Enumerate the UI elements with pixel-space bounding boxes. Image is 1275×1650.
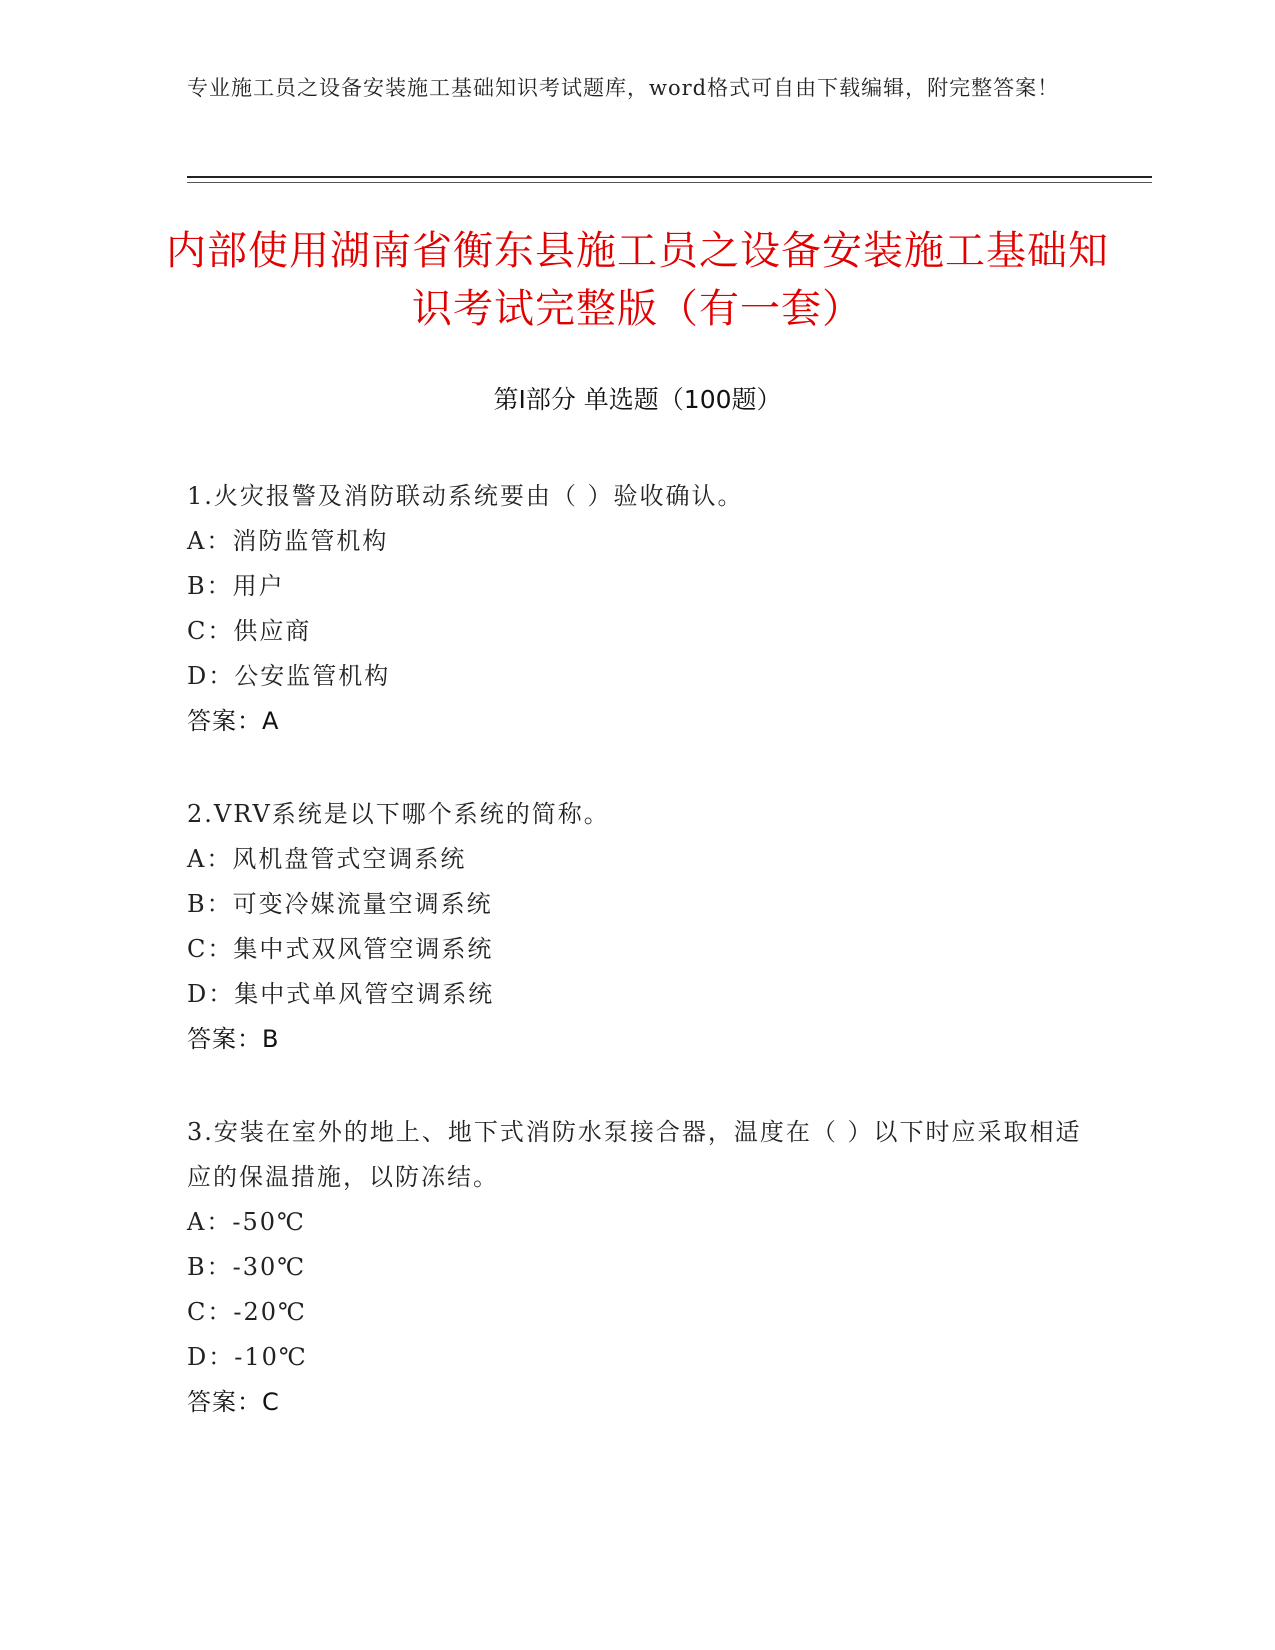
section-heading: 第Ⅰ部分 单选题（100题）: [493, 385, 782, 414]
header-note: 专业施工员之设备安装施工基础知识考试题库，word格式可自由下载编辑，附完整答案！: [187, 76, 1060, 100]
question-block: [187, 1110, 1087, 1425]
option-b: B：可变冷媒流量空调系统: [187, 890, 493, 918]
option-b: B：-30℃: [187, 1253, 307, 1281]
option-d: D：公安监管机构: [187, 662, 391, 690]
option-c: C：供应商: [187, 617, 312, 645]
answer-line: 答案：A: [187, 707, 280, 735]
header-divider-thin: [187, 182, 1152, 183]
question-block: [187, 474, 1087, 744]
option-d: D：-10℃: [187, 1343, 308, 1371]
option-a: A：-50℃: [187, 1208, 306, 1236]
option-a: A：风机盘管式空调系统: [187, 845, 467, 873]
option-b: B：用户: [187, 572, 285, 600]
document-title: 内部使用湖南省衡东县施工员之设备安装施工基础知识考试完整版（有一套）: [166, 228, 1109, 332]
answer-line: 答案：B: [187, 1025, 280, 1053]
option-d: D：集中式单风管空调系统: [187, 980, 495, 1008]
option-c: C：集中式双风管空调系统: [187, 935, 494, 963]
question-block: [187, 792, 1087, 1062]
question-stem: 3.安装在室外的地上、地下式消防水泵接合器，温度在（ ）以下时应采取相适应的保温措施，以防冻结。: [187, 1118, 1082, 1191]
option-c: C：-20℃: [187, 1298, 307, 1326]
question-stem: 2.VRV系统是以下哪个系统的简称。: [187, 800, 610, 828]
header-divider-thick: [187, 176, 1152, 178]
question-stem: 1.火灾报警及消防联动系统要由（ ）验收确认。: [187, 482, 744, 510]
answer-line: 答案：C: [187, 1388, 280, 1416]
option-a: A：消防监管机构: [187, 527, 389, 555]
